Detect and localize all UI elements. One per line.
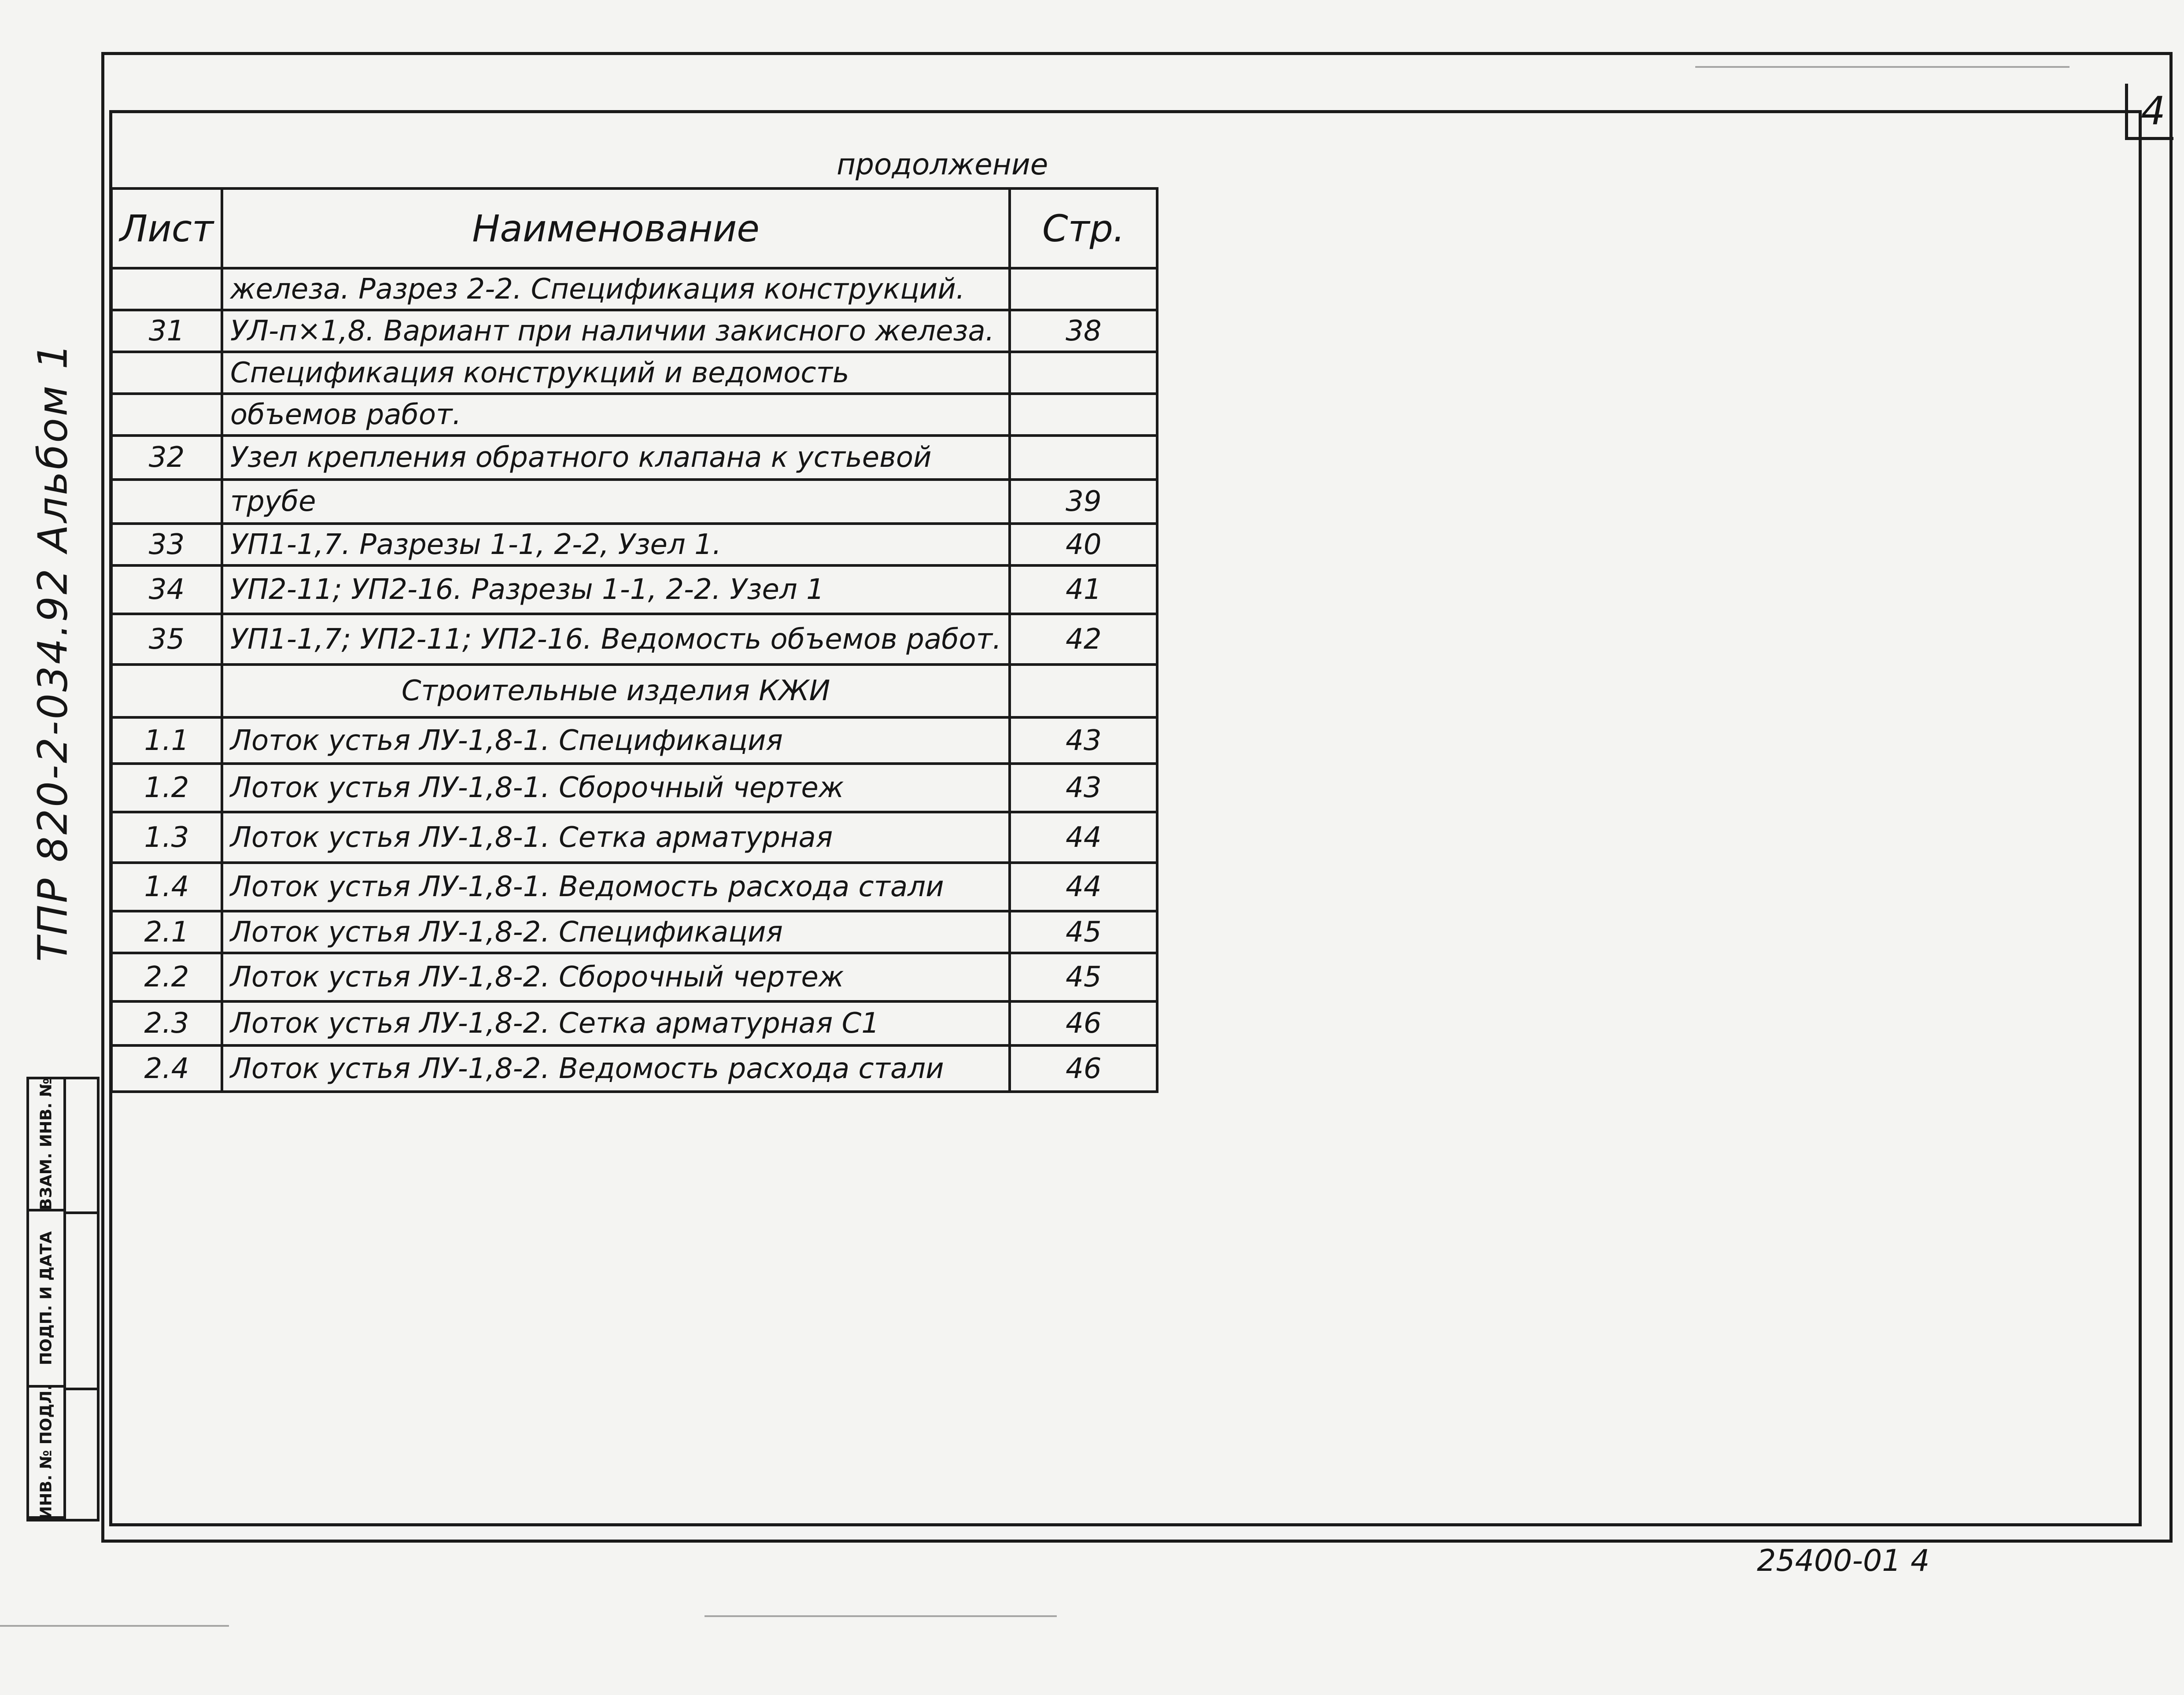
table-row [111, 394, 1157, 436]
cell-sheet [111, 352, 222, 394]
cell-sheet: 32 [111, 436, 222, 480]
side-stamp [26, 1077, 100, 1521]
table-row [111, 565, 1157, 614]
table-row [111, 614, 1157, 665]
header-page: Стр. [1010, 188, 1157, 268]
cell-name: УП2-11; УП2-16. Разрезы 1-1, 2-2. Узел 1 [222, 565, 1010, 614]
table-row [111, 268, 1157, 310]
stamp-line [66, 1211, 97, 1214]
table-row [111, 310, 1157, 352]
stamp-label-orig-inv: ИНВ. № ПОДЛ. [37, 1384, 55, 1520]
cell-page: 44 [1010, 812, 1157, 863]
table-row [111, 764, 1157, 812]
cell-name: Лоток устья ЛУ-1,8-2. Спецификация [222, 911, 1010, 953]
cell-page [1010, 268, 1157, 310]
cell-name: Лоток устья ЛУ-1,8-1. Спецификация [222, 717, 1010, 764]
cell-sheet: 2.1 [111, 911, 222, 953]
stamp-cell-replace-inv [29, 1079, 63, 1211]
cell-sheet: 1.4 [111, 863, 222, 911]
cell-page: 44 [1010, 863, 1157, 911]
footer-code: 25400-01 4 [1757, 1544, 1930, 1578]
table-row [111, 911, 1157, 953]
cell-page: 46 [1010, 1045, 1157, 1092]
cell-name: Лоток устья ЛУ-1,8-2. Сетка арматурная С1 [222, 1001, 1010, 1045]
contents-table [110, 187, 1158, 1093]
cell-page: 41 [1010, 565, 1157, 614]
table-row [111, 436, 1157, 480]
cell-name: Лоток устья ЛУ-1,8-1. Сборочный чертеж [222, 764, 1010, 812]
cell-name: трубе [222, 480, 1010, 524]
page-number: 4 [2141, 88, 2166, 133]
cell-page: 42 [1010, 614, 1157, 665]
cell-page: 46 [1010, 1001, 1157, 1045]
cell-name: Лоток устья ЛУ-1,8-2. Сборочный чертеж [222, 953, 1010, 1001]
stamp-cell-orig-inv [29, 1384, 63, 1520]
table-row [111, 1045, 1157, 1092]
cell-name: Лоток устья ЛУ-1,8-1. Ведомость расхода стали [222, 863, 1010, 911]
cell-name: Спецификация конструкций и ведомость [222, 352, 1010, 394]
stamp-label-replace-inv: ВЗАМ. ИНВ. № [37, 1078, 55, 1211]
cell-sheet: 33 [111, 524, 222, 565]
cell-sheet: 1.3 [111, 812, 222, 863]
section-row [111, 665, 1157, 717]
table-row [111, 863, 1157, 911]
table-row [111, 352, 1157, 394]
cell-sheet: 31 [111, 310, 222, 352]
cell-name: УП1-1,7; УП2-11; УП2-16. Ведомость объемов работ. [222, 614, 1010, 665]
table-header-row [111, 188, 1157, 268]
cell-sheet [111, 665, 222, 717]
cell-page: 39 [1010, 480, 1157, 524]
cell-name: железа. Разрез 2-2. Спецификация конструкций. [222, 268, 1010, 310]
cell-sheet [111, 268, 222, 310]
cell-page [1010, 352, 1157, 394]
continued-label: продолжение [837, 148, 1048, 181]
stamp-cell-sign-date [29, 1211, 63, 1388]
cell-sheet [111, 480, 222, 524]
cell-name: Строительные изделия КЖИ [222, 665, 1010, 717]
table-row [111, 717, 1157, 764]
header-name: Наименование [222, 188, 1010, 268]
stamp-line [66, 1388, 97, 1390]
cell-sheet: 2.3 [111, 1001, 222, 1045]
table-row [111, 480, 1157, 524]
stamp-divider [63, 1079, 66, 1519]
cell-sheet: 1.2 [111, 764, 222, 812]
cell-page: 43 [1010, 717, 1157, 764]
cell-sheet: 34 [111, 565, 222, 614]
cell-page [1010, 394, 1157, 436]
cell-page: 45 [1010, 911, 1157, 953]
header-sheet: Лист [111, 188, 222, 268]
cell-page: 43 [1010, 764, 1157, 812]
cell-page: 45 [1010, 953, 1157, 1001]
table-row [111, 953, 1157, 1001]
table-row [111, 524, 1157, 565]
cell-sheet: 1.1 [111, 717, 222, 764]
table-row [111, 1001, 1157, 1045]
cell-sheet: 2.2 [111, 953, 222, 1001]
cell-name: УП1-1,7. Разрезы 1-1, 2-2, Узел 1. [222, 524, 1010, 565]
cell-sheet: 2.4 [111, 1045, 222, 1092]
document-code: ТПР 820-2-034.92 Альбом 1 [29, 342, 77, 962]
stamp-label-sign-date: ПОДП. И ДАТА [37, 1231, 55, 1366]
cell-name: Лоток устья ЛУ-1,8-2. Ведомость расхода стали [222, 1045, 1010, 1092]
cell-sheet: 35 [111, 614, 222, 665]
cell-sheet [111, 394, 222, 436]
cell-page [1010, 436, 1157, 480]
cell-page [1010, 665, 1157, 717]
table-row [111, 812, 1157, 863]
cell-page: 38 [1010, 310, 1157, 352]
cell-name: Лоток устья ЛУ-1,8-1. Сетка арматурная [222, 812, 1010, 863]
cell-name: Узел крепления обратного клапана к устьевой [222, 436, 1010, 480]
cell-page: 40 [1010, 524, 1157, 565]
cell-name: УЛ-п×1,8. Вариант при наличии закисного железа. [222, 310, 1010, 352]
cell-name: объемов работ. [222, 394, 1010, 436]
